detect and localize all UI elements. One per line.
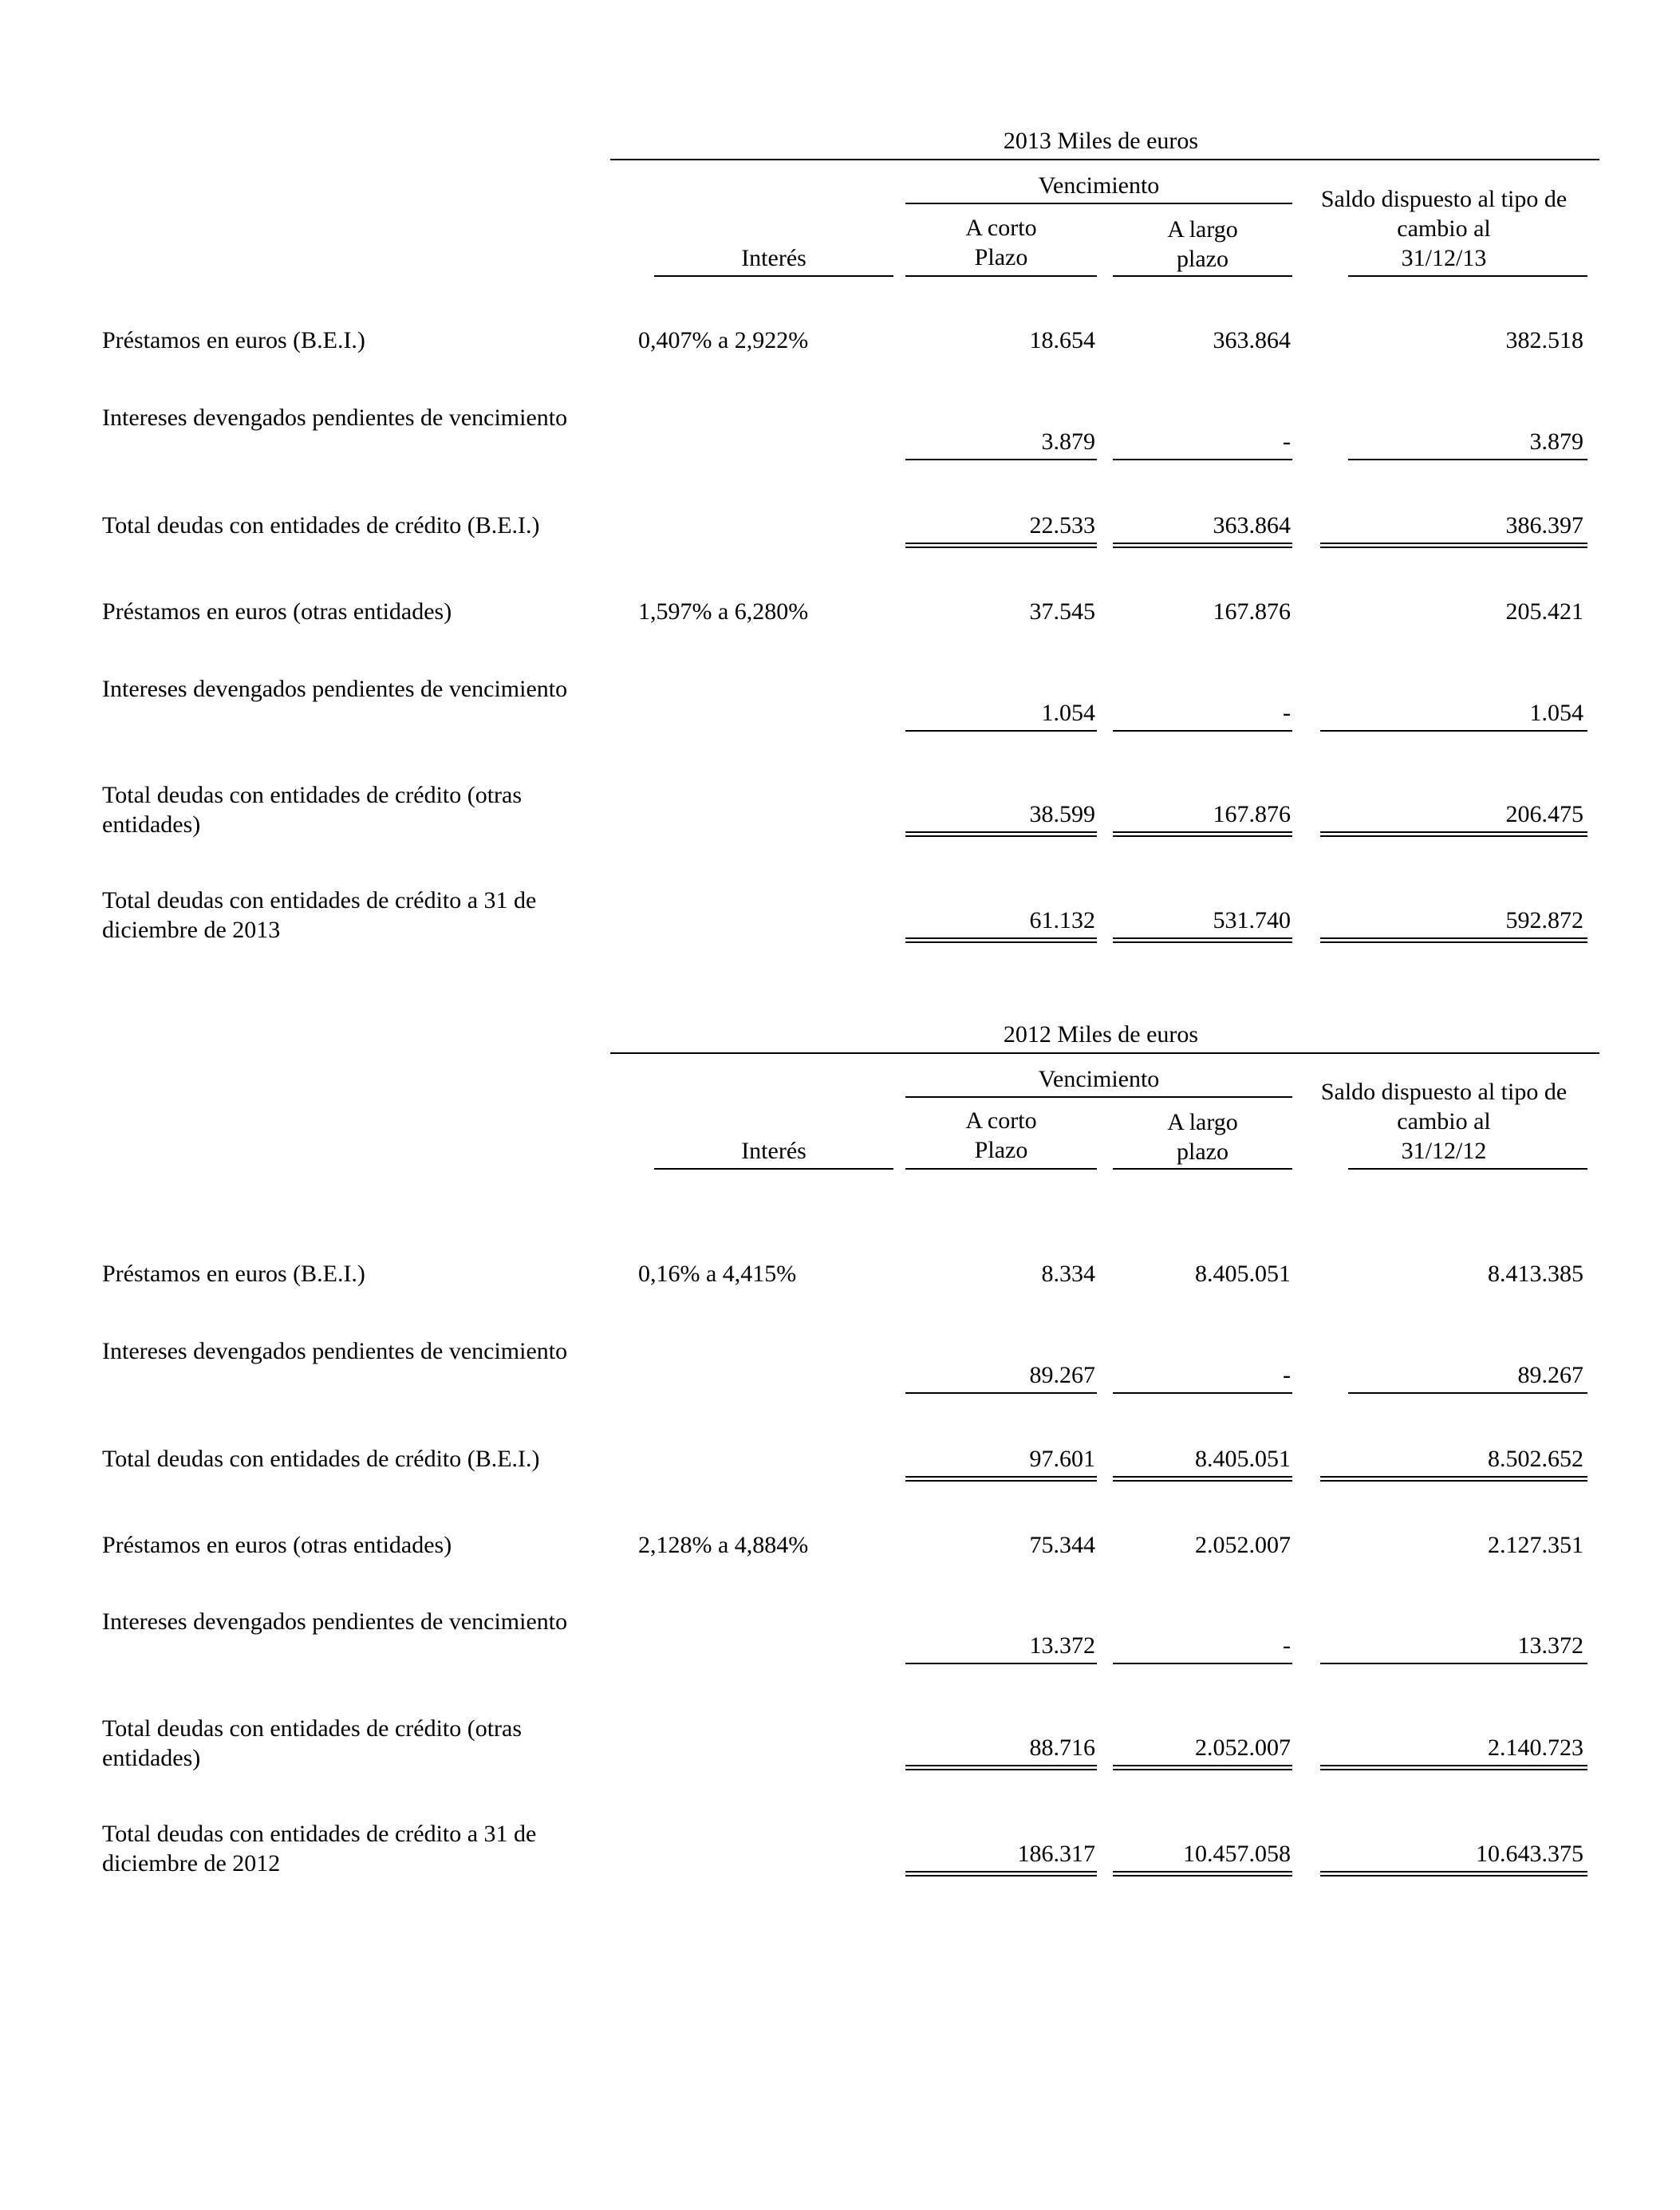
row-label: Préstamos en euros (B.E.I.) [102, 327, 365, 353]
row-corto: 97.601 [1029, 1446, 1095, 1472]
row-saldo: 8.502.652 [1488, 1446, 1583, 1472]
interes-header: Interés [741, 245, 806, 271]
row-label: Préstamos en euros (otras entidades) [102, 1532, 452, 1558]
total-double-rule [905, 1871, 1097, 1877]
row-largo: 363.864 [1213, 512, 1291, 539]
saldo-header-line3: 31/12/13 [1401, 245, 1487, 271]
saldo-header-line3: 31/12/12 [1401, 1138, 1487, 1164]
total-double-rule [1113, 1765, 1292, 1770]
row-corto: 13.372 [1029, 1632, 1095, 1659]
row-label: Intereses devengados pendientes de vencimiento [102, 676, 568, 702]
row-label: Total deudas con entidades de crédito (B.E.I.) [102, 1446, 540, 1472]
saldo-header-rule [1348, 1168, 1587, 1170]
row-label: Intereses devengados pendientes de vencimiento [102, 1338, 568, 1364]
row-label: Préstamos en euros (B.E.I.) [102, 1261, 365, 1287]
row-corto: 186.317 [1017, 1841, 1095, 1867]
largo-header-rule [1113, 1168, 1292, 1170]
interes-header-rule [654, 1168, 893, 1170]
vencimiento-header: Vencimiento [1038, 1066, 1160, 1092]
total-double-rule [1113, 1476, 1292, 1482]
row-corto: 1.054 [1041, 700, 1095, 726]
row-largo: 8.405.051 [1195, 1261, 1291, 1287]
total-double-rule [1320, 1871, 1587, 1877]
year-title: 2013 Miles de euros [1003, 128, 1199, 154]
row-saldo: 1.054 [1529, 700, 1583, 726]
row-saldo: 205.421 [1505, 598, 1583, 625]
vencimiento-rule [905, 1096, 1292, 1098]
row-label: Total deudas con entidades de crédito (B.E.I.) [102, 512, 540, 539]
corto-header-line2: Plazo [974, 1137, 1028, 1163]
row-saldo: 386.397 [1505, 512, 1583, 539]
largo-header-line2: plazo [1177, 246, 1228, 272]
row-corto: 75.344 [1029, 1532, 1095, 1558]
row-saldo: 13.372 [1517, 1632, 1583, 1659]
row-largo: - [1283, 1632, 1291, 1659]
row-saldo: 382.518 [1505, 327, 1583, 353]
saldo-header-line2: cambio al [1397, 1108, 1491, 1135]
corto-header-rule [905, 1168, 1097, 1170]
row-largo: 2.052.007 [1195, 1532, 1291, 1558]
saldo-header-line1: Saldo dispuesto al tipo de [1320, 186, 1568, 212]
total-double-rule [905, 1765, 1097, 1770]
largo-header-line2: plazo [1177, 1139, 1228, 1165]
row-largo: 167.876 [1213, 598, 1291, 625]
saldo-header-line1: Saldo dispuesto al tipo de [1320, 1079, 1568, 1105]
row-corto: 18.654 [1029, 327, 1095, 353]
row-saldo: 2.140.723 [1488, 1734, 1583, 1761]
row-saldo: 592.872 [1505, 907, 1583, 933]
row-label: Intereses devengados pendientes de vencimiento [102, 405, 568, 431]
row-label: Préstamos en euros (otras entidades) [102, 598, 452, 625]
row-saldo: 10.643.375 [1476, 1841, 1583, 1867]
row-label: Intereses devengados pendientes de vencimiento [102, 1608, 568, 1635]
row-interes: 1,597% a 6,280% [638, 598, 809, 625]
row-interes: 2,128% a 4,884% [638, 1532, 809, 1558]
subtotal-rule [905, 1392, 1097, 1394]
row-largo: 8.405.051 [1195, 1446, 1291, 1472]
row-saldo: 206.475 [1505, 801, 1583, 827]
row-label: Total deudas con entidades de crédito a 31 de diciembre de 2012 [102, 1821, 537, 1877]
row-corto: 8.334 [1041, 1261, 1095, 1287]
row-largo: - [1283, 1362, 1291, 1388]
saldo-header-line2: cambio al [1397, 215, 1491, 242]
corto-header-line1: A corto [965, 215, 1037, 241]
row-label: Total deudas con entidades de crédito a 31 de diciembre de 2013 [102, 887, 537, 943]
subtotal-rule [1320, 1663, 1587, 1664]
interes-header: Interés [741, 1138, 806, 1164]
header-rule [610, 1052, 1599, 1054]
row-largo: 363.864 [1213, 327, 1291, 353]
row-corto: 3.879 [1041, 428, 1095, 455]
largo-header-line1: A largo [1167, 216, 1238, 243]
year-title: 2012 Miles de euros [1003, 1021, 1199, 1048]
row-label: Total deudas con entidades de crédito (otras entidades) [102, 782, 523, 838]
row-largo: 531.740 [1213, 907, 1291, 933]
total-double-rule [905, 1476, 1097, 1482]
row-label: Total deudas con entidades de crédito (otras entidades) [102, 1715, 523, 1771]
subtotal-rule [1113, 1392, 1292, 1394]
row-saldo: 89.267 [1517, 1362, 1583, 1388]
subtotal-rule [905, 1663, 1097, 1664]
row-corto: 89.267 [1029, 1362, 1095, 1388]
row-interes: 0,16% a 4,415% [638, 1261, 797, 1287]
row-corto: 22.533 [1029, 512, 1095, 539]
row-largo: 10.457.058 [1183, 1841, 1291, 1867]
row-interes: 0,407% a 2,922% [638, 327, 809, 353]
largo-header-line1: A largo [1167, 1109, 1238, 1135]
row-saldo: 2.127.351 [1488, 1532, 1583, 1558]
row-largo: - [1283, 700, 1291, 726]
row-largo: 167.876 [1213, 801, 1291, 827]
total-double-rule [1320, 1476, 1587, 1482]
total-double-rule [1320, 1765, 1587, 1770]
row-corto: 61.132 [1029, 907, 1095, 933]
subtotal-rule [1348, 1392, 1587, 1394]
row-saldo: 3.879 [1529, 428, 1583, 455]
corto-header-line1: A corto [965, 1107, 1037, 1134]
row-largo: - [1283, 428, 1291, 455]
subtotal-rule [1113, 1663, 1292, 1664]
row-corto: 37.545 [1029, 598, 1095, 625]
row-corto: 88.716 [1029, 1734, 1095, 1761]
row-saldo: 8.413.385 [1488, 1261, 1583, 1287]
row-largo: 2.052.007 [1195, 1734, 1291, 1761]
corto-header-line2: Plazo [974, 244, 1028, 270]
row-corto: 38.599 [1029, 801, 1095, 827]
total-double-rule [1113, 1871, 1292, 1877]
vencimiento-header: Vencimiento [1038, 172, 1160, 199]
